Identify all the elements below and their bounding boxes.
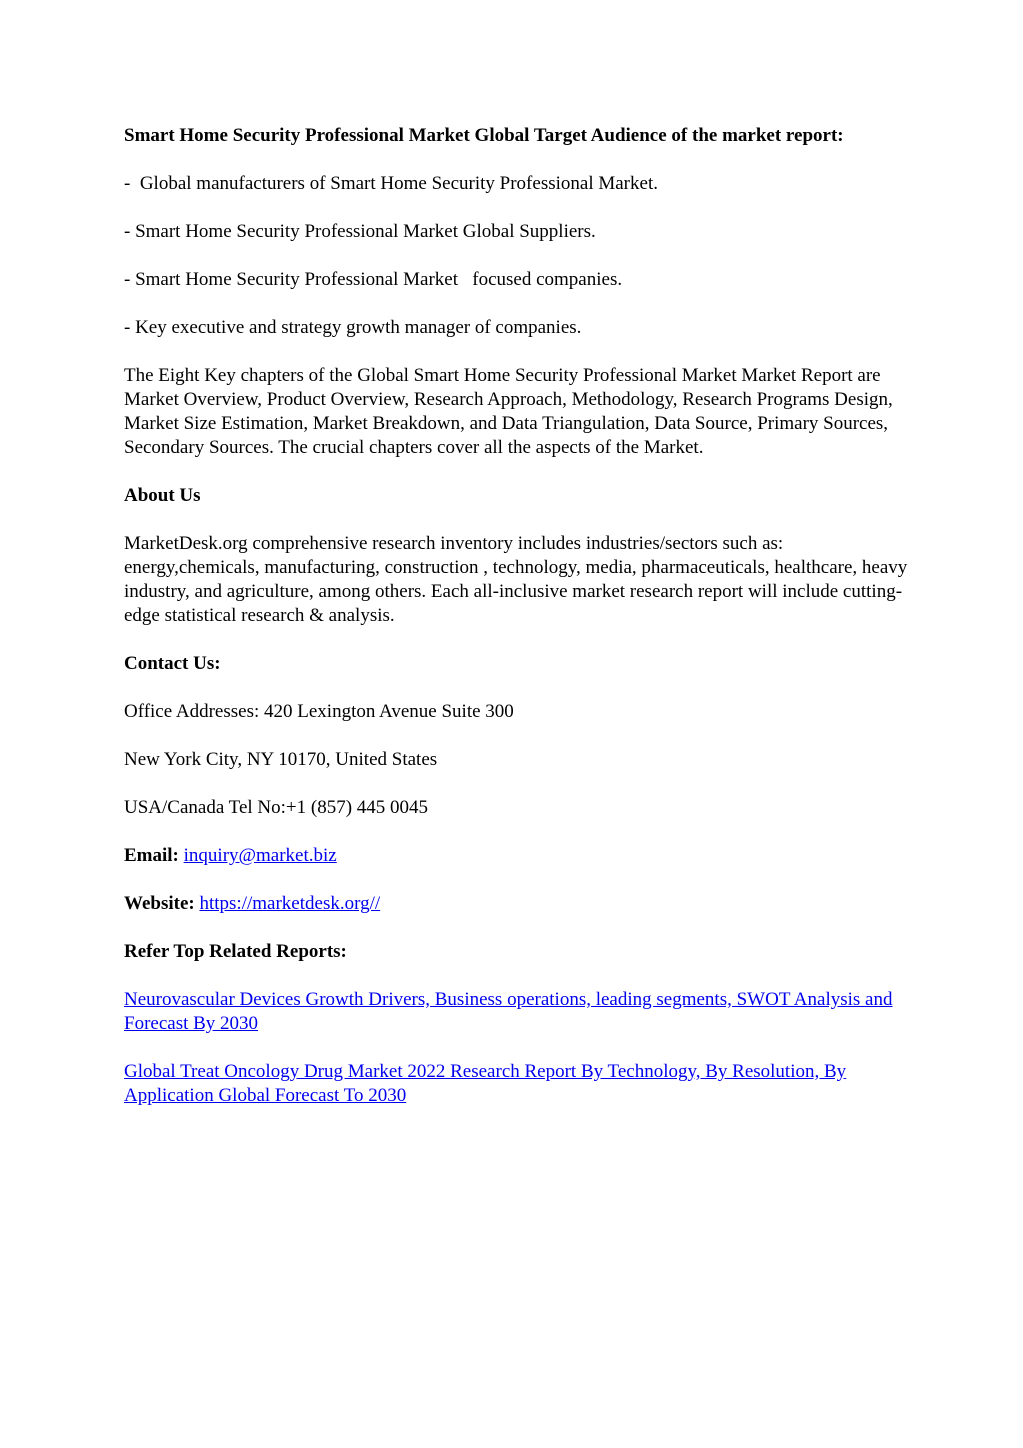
audience-item-suppliers: - Smart Home Security Professional Market Global Suppliers.	[124, 221, 596, 242]
related-reports-heading: Refer Top Related Reports:	[124, 941, 347, 962]
website-line	[124, 892, 914, 916]
email-label: Email:	[124, 845, 179, 866]
website-link[interactable]: https://marketdesk.org//	[199, 893, 381, 914]
related-report-item	[124, 988, 914, 1036]
email-link[interactable]: inquiry@market.biz	[183, 845, 337, 866]
about-heading: About Us	[124, 485, 201, 506]
related-report-item	[124, 1060, 914, 1108]
about-text: MarketDesk.org comprehensive research inventory includes industries/sectors such as: energy,chemicals, manufacturing, construction , technology, media, pharmaceuticals, healthcare, heavy industry, and agriculture, among others. Each all-inclusive market research report will include cutting-edge statistical research & analysis.	[124, 533, 908, 626]
audience-item-focused-companies: - Smart Home Security Professional Market focused companies.	[124, 269, 623, 290]
phone-number: USA/Canada Tel No:+1 (857) 445 0045	[124, 797, 429, 818]
website-label: Website:	[124, 893, 195, 914]
related-report-link-oncology[interactable]: Global Treat Oncology Drug Market 2022 Research Report By Technology, By Resolution, By Application Global Forecast To 2030	[124, 1061, 847, 1106]
contact-heading: Contact Us:	[124, 653, 221, 674]
email-line	[124, 844, 914, 868]
related-report-link-neurovascular[interactable]: Neurovascular Devices Growth Drivers, Business operations, leading segments, SWOT Analysis and Forecast By 2030	[124, 989, 893, 1034]
office-address-line1: Office Addresses: 420 Lexington Avenue Suite 300	[124, 701, 514, 722]
audience-item-manufacturers: - Global manufacturers of Smart Home Security Professional Market.	[124, 173, 658, 194]
chapters-paragraph: The Eight Key chapters of the Global Smart Home Security Professional Market Market Report are Market Overview, Product Overview, Research Approach, Methodology, Research Programs Design, Market Size Estimation, Market Breakdown, and Data Triangulation, Data Source, Primary Sources, Secondary Sources. The crucial chapters cover all the aspects of the Market.	[124, 365, 893, 458]
document-title: Smart Home Security Professional Market Global Target Audience of the market report:	[124, 125, 844, 146]
office-address-line2: New York City, NY 10170, United States	[124, 749, 438, 770]
document-page	[124, 124, 914, 1132]
audience-item-executives: - Key executive and strategy growth manager of companies.	[124, 317, 582, 338]
